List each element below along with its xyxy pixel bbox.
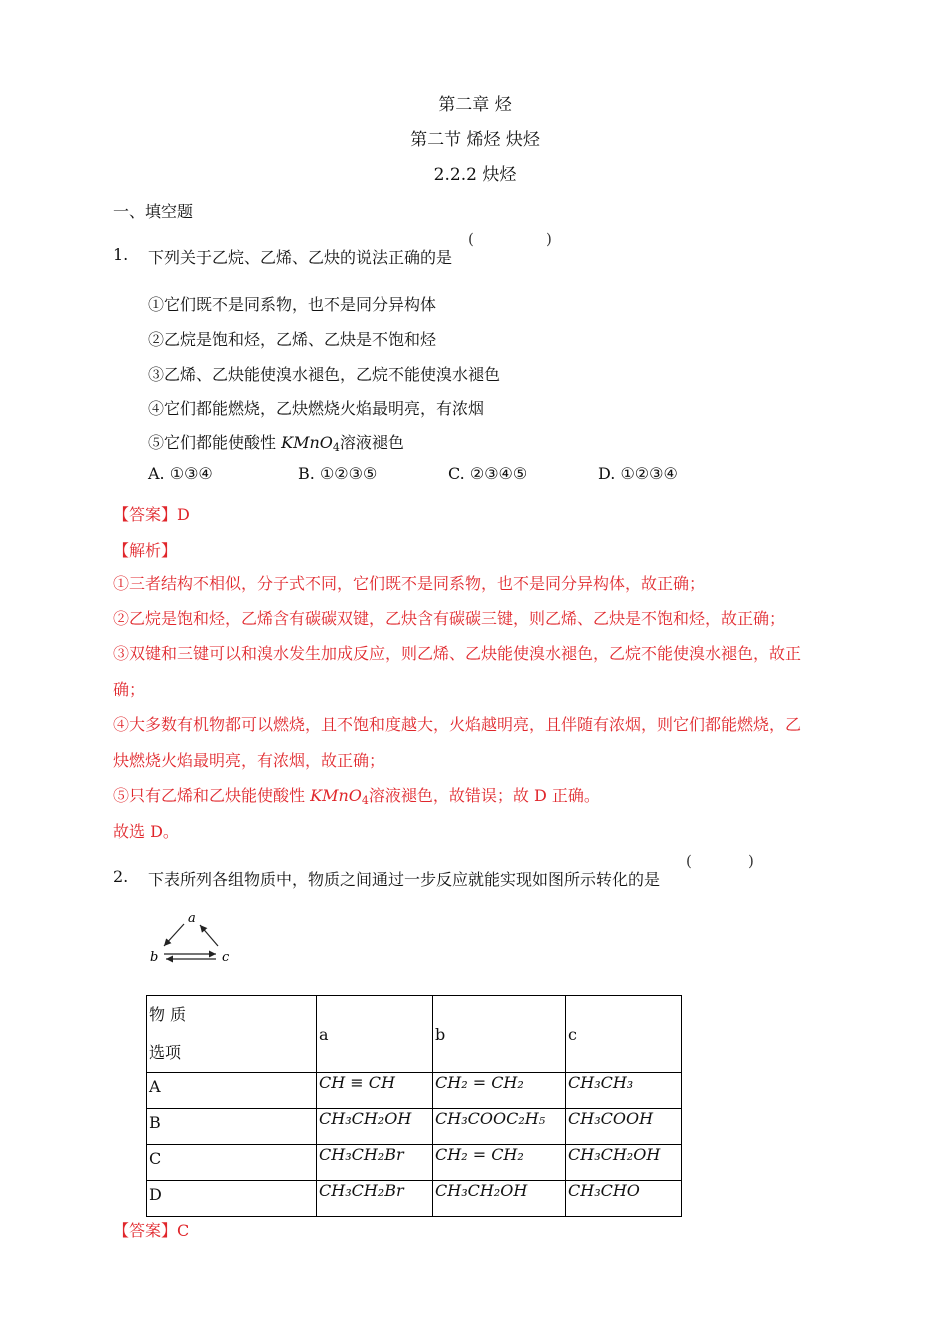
q2-paren-close: ) bbox=[748, 852, 754, 870]
cell-a: CH₃CH₂OH bbox=[317, 1109, 433, 1145]
q1-answer: 【答案】D bbox=[113, 505, 190, 524]
analysis-line: ④大多数有机物都可以燃烧，且不饱和度越大，火焰越明亮，且伴随有浓烟，则它们都能燃烧，乙 bbox=[113, 715, 802, 734]
subsection-title: 2.2.2 炔烃 bbox=[433, 165, 517, 185]
analysis-line: ②乙烷是饱和烃，乙烯含有碳碳双键，乙炔含有碳碳三键，则乙烯、乙炔是不饱和烃，故正确； bbox=[113, 609, 786, 628]
q1-option-b: B. ①②③⑤ bbox=[298, 464, 378, 483]
row-option: C bbox=[147, 1145, 317, 1181]
q1-statement: ①它们既不是同系物，也不是同分异构体 bbox=[148, 295, 437, 314]
table-row bbox=[147, 1181, 682, 1217]
node-a-label: a bbox=[188, 911, 196, 926]
q1-number: 1. bbox=[113, 245, 129, 264]
q1-paren-open: ( bbox=[468, 230, 474, 248]
cell-c: CH₃CHO bbox=[566, 1181, 682, 1217]
cell-c: CH₃CH₃ bbox=[566, 1073, 682, 1109]
conversion-triangle-diagram bbox=[146, 908, 236, 968]
part-heading: 一、填空题 bbox=[113, 202, 194, 221]
q2-stem: 下表所列各组物质中，物质之间通过一步反应就能实现如图所示转化的是 bbox=[148, 870, 661, 889]
row-option: D bbox=[147, 1181, 317, 1217]
q1-statement: ⑤它们都能使酸性 KMnO$_4$溶液褪色 bbox=[148, 433, 404, 454]
q1-option-d: D. ①②③④ bbox=[598, 464, 678, 483]
cell-b: CH₂ = CH₂ bbox=[433, 1073, 566, 1109]
cell-a: CH₃CH₂Br bbox=[317, 1181, 433, 1217]
q1-stem: 下列关于乙烷、乙烯、乙炔的说法正确的是 bbox=[148, 248, 453, 267]
node-c-label: c bbox=[222, 950, 230, 965]
cell-c: CH₃COOH bbox=[566, 1109, 682, 1145]
q1-analysis-label: 【解析】 bbox=[113, 541, 178, 560]
q2-answer: 【答案】C bbox=[113, 1221, 190, 1240]
q2-paren-open: ( bbox=[686, 852, 692, 870]
analysis-conclusion: 故选 D。 bbox=[113, 822, 179, 841]
arrow-c-to-a bbox=[200, 925, 218, 946]
cell-b: CH₃COOC₂H₅ bbox=[433, 1109, 566, 1145]
cell-a: CH ≡ CH bbox=[317, 1073, 433, 1109]
analysis-line-cont: 确； bbox=[113, 680, 146, 699]
analysis-line-cont: 炔燃烧火焰最明亮，有浓烟，故正确； bbox=[113, 751, 386, 770]
analysis-line: ③双键和三键可以和溴水发生加成反应，则乙烯、乙炔能使溴水褪色，乙烷不能使溴水褪色，故正 bbox=[113, 644, 802, 663]
q1-statement: ④它们都能燃烧，乙炔燃烧火焰最明亮，有浓烟 bbox=[148, 399, 485, 418]
q1-paren-close: ) bbox=[546, 230, 552, 248]
arrow-a-to-b bbox=[164, 924, 184, 946]
cell-b: CH₃CH₂OH bbox=[433, 1181, 566, 1217]
q1-option-a: A. ①③④ bbox=[148, 464, 213, 483]
cell-a: CH₃CH₂Br bbox=[317, 1145, 433, 1181]
q1-statement: ②乙烷是饱和烃，乙烯、乙炔是不饱和烃 bbox=[148, 330, 437, 349]
table-row bbox=[147, 1073, 682, 1109]
cell-b: CH₂ = CH₂ bbox=[433, 1145, 566, 1181]
q1-statement: ③乙烯、乙炔能使溴水褪色，乙烷不能使溴水褪色 bbox=[148, 365, 501, 384]
cell-c: CH₃CH₂OH bbox=[566, 1145, 682, 1181]
analysis-line: ⑤只有乙烯和乙炔能使酸性 KMnO$_4$溶液褪色，故错误；故 D 正确。 bbox=[113, 786, 600, 807]
q1-option-c: C. ②③④⑤ bbox=[448, 464, 528, 483]
table-row bbox=[147, 1145, 682, 1181]
column-header-b: b bbox=[433, 996, 566, 1073]
table-header-row bbox=[147, 996, 682, 1073]
column-header-a: a bbox=[317, 996, 433, 1073]
substance-table bbox=[146, 995, 682, 1217]
chapter-title: 第二章 烃 bbox=[438, 95, 512, 115]
analysis-line: ①三者结构不相似，分子式不同，它们既不是同系物，也不是同分异构体，故正确； bbox=[113, 574, 706, 593]
node-b-label: b bbox=[150, 950, 159, 965]
section-title: 第二节 烯烃 炔烃 bbox=[410, 130, 540, 150]
row-option: A bbox=[147, 1073, 317, 1109]
q2-number: 2. bbox=[113, 867, 129, 886]
table-row bbox=[147, 1109, 682, 1145]
row-option: B bbox=[147, 1109, 317, 1145]
column-header-c: c bbox=[566, 996, 682, 1073]
table-corner-cell: 物 质 选项 bbox=[147, 996, 317, 1073]
